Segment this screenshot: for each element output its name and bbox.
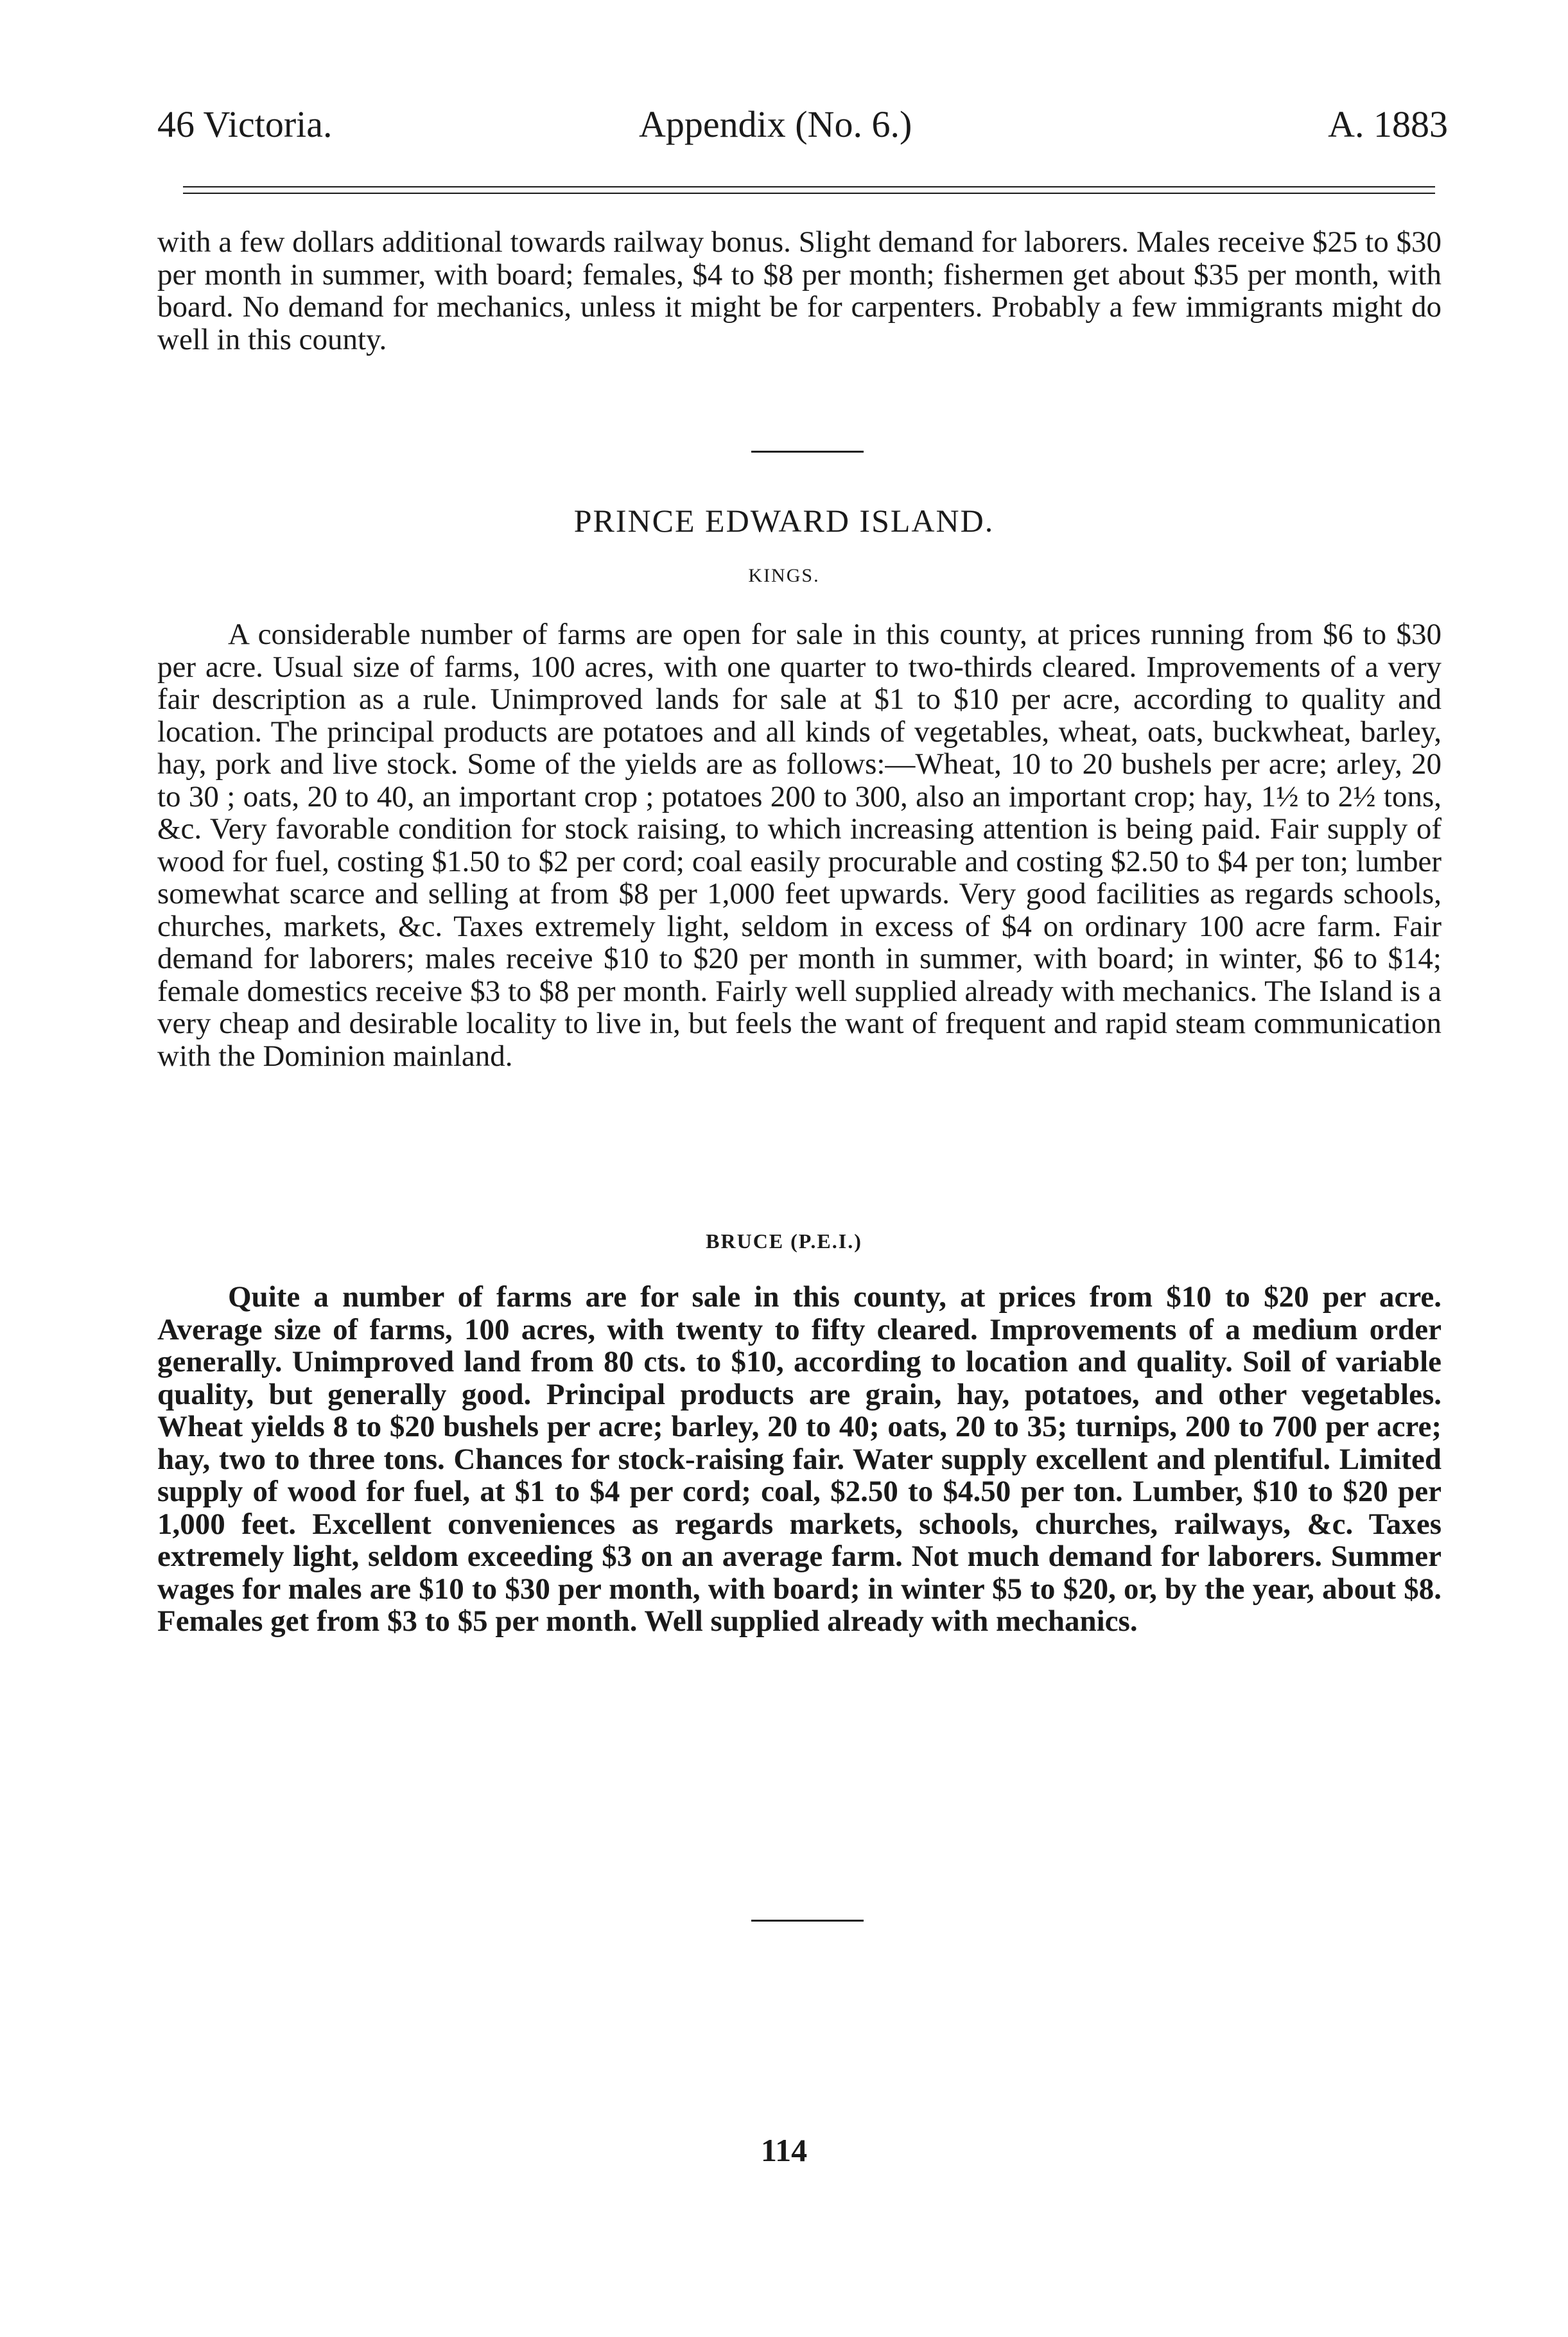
header-appendix: Appendix (No. 6.)	[639, 103, 912, 145]
header-rule-bottom	[183, 193, 1435, 194]
end-divider	[751, 1920, 864, 1922]
header-year: A. 1883	[1328, 103, 1448, 145]
header-rule-top	[183, 186, 1435, 187]
section-divider	[751, 451, 864, 453]
county-heading-kings: KINGS.	[748, 565, 820, 586]
county-heading-bruce: BRUCE (P.E.I.)	[706, 1229, 862, 1253]
running-header	[157, 103, 1448, 154]
page-number: 114	[760, 2132, 808, 2168]
county-paragraph-kings: A considerable number of farms are open for sale in this county, at prices running from $6 to $30 per acre. Usual size of farms, 100 acres, with one quarter to two-thirds cleared. Improvements of a very fair description as a rule. Unimproved lands for sale at $1 to $10 per acre, according to quality and location. The principal products are potatoes and all kinds of vegetables, wheat, oats, buckwheat, barley, hay, pork and live stock. Some of the yields are as follows:—Wheat, 10 to 20 bushels per acre; arley, 20 to 30 ; oats, 20 to 40, an important crop ; potatoes 200 to 300, also an important crop; hay, 1½ to 2½ tons, &c. Very favorable condition for stock raising, to which increasing attention is being paid. Fair supply of wood for fuel, costing $1.50 to $2 per cord; coal easily procurable and costing $2.50 to $4 per ton; lumber somewhat scarce and selling at from $8 per 1,000 feet upwards. Very good facilities as regards schools, churches, markets, &c. Taxes extremely light, seldom in excess of $4 on ordinary 100 acre farm. Fair demand for laborers; males receive $10 to $20 per month in summer, with board; in winter, $6 to $14; female domestics receive $3 to $8 per month. Fairly well supplied already with mechanics. The Island is a very cheap and desirable locality to live in, but feels the want of frequent and rapid steam communication with the Dominion mainland.	[157, 618, 1442, 1073]
header-session: 46 Victoria.	[157, 103, 333, 145]
intro-paragraph: with a few dollars additional towards railway bonus. Slight demand for laborers. Males receive $25 to $30 per month in summer, with board; females, $4 to $8 per month; fishermen get about $35 per month, with board. No demand for mechanics, unless it might be for carpenters. Probably a few immigrants might do well in this county.	[157, 225, 1442, 356]
section-title: PRINCE EDWARD ISLAND.	[573, 503, 995, 539]
county-paragraph-bruce: Quite a number of farms are for sale in this county, at prices from $10 to $20 per acre. Average size of farms, 100 acres, with twenty to fifty cleared. Improvements of a medium order generally. Unimproved land from 80 cts. to $10, according to location and quality. Soil of variable quality, but generally good. Principal products are grain, hay, potatoes, and other vegetables. Wheat yields 8 to $20 bushels per acre; barley, 20 to 40; oats, 20 to 35; turnips, 200 to 700 per acre; hay, two to three tons. Chances for stock-raising fair. Water supply excellent and plentiful. Limited supply of wood for fuel, at $1 to $4 per cord; coal, $2.50 to $4.50 per ton. Lumber, $10 to $20 per 1,000 feet. Excellent conveniences as regards markets, schools, churches, railways, &c. Taxes extremely light, seldom exceeding $3 on an average farm. Not much demand for laborers. Summer wages for males are $10 to $30 per month, with board; in winter $5 to $20, or, by the year, about $8. Females get from $3 to $5 per month. Well supplied already with mechanics.	[157, 1280, 1442, 1638]
